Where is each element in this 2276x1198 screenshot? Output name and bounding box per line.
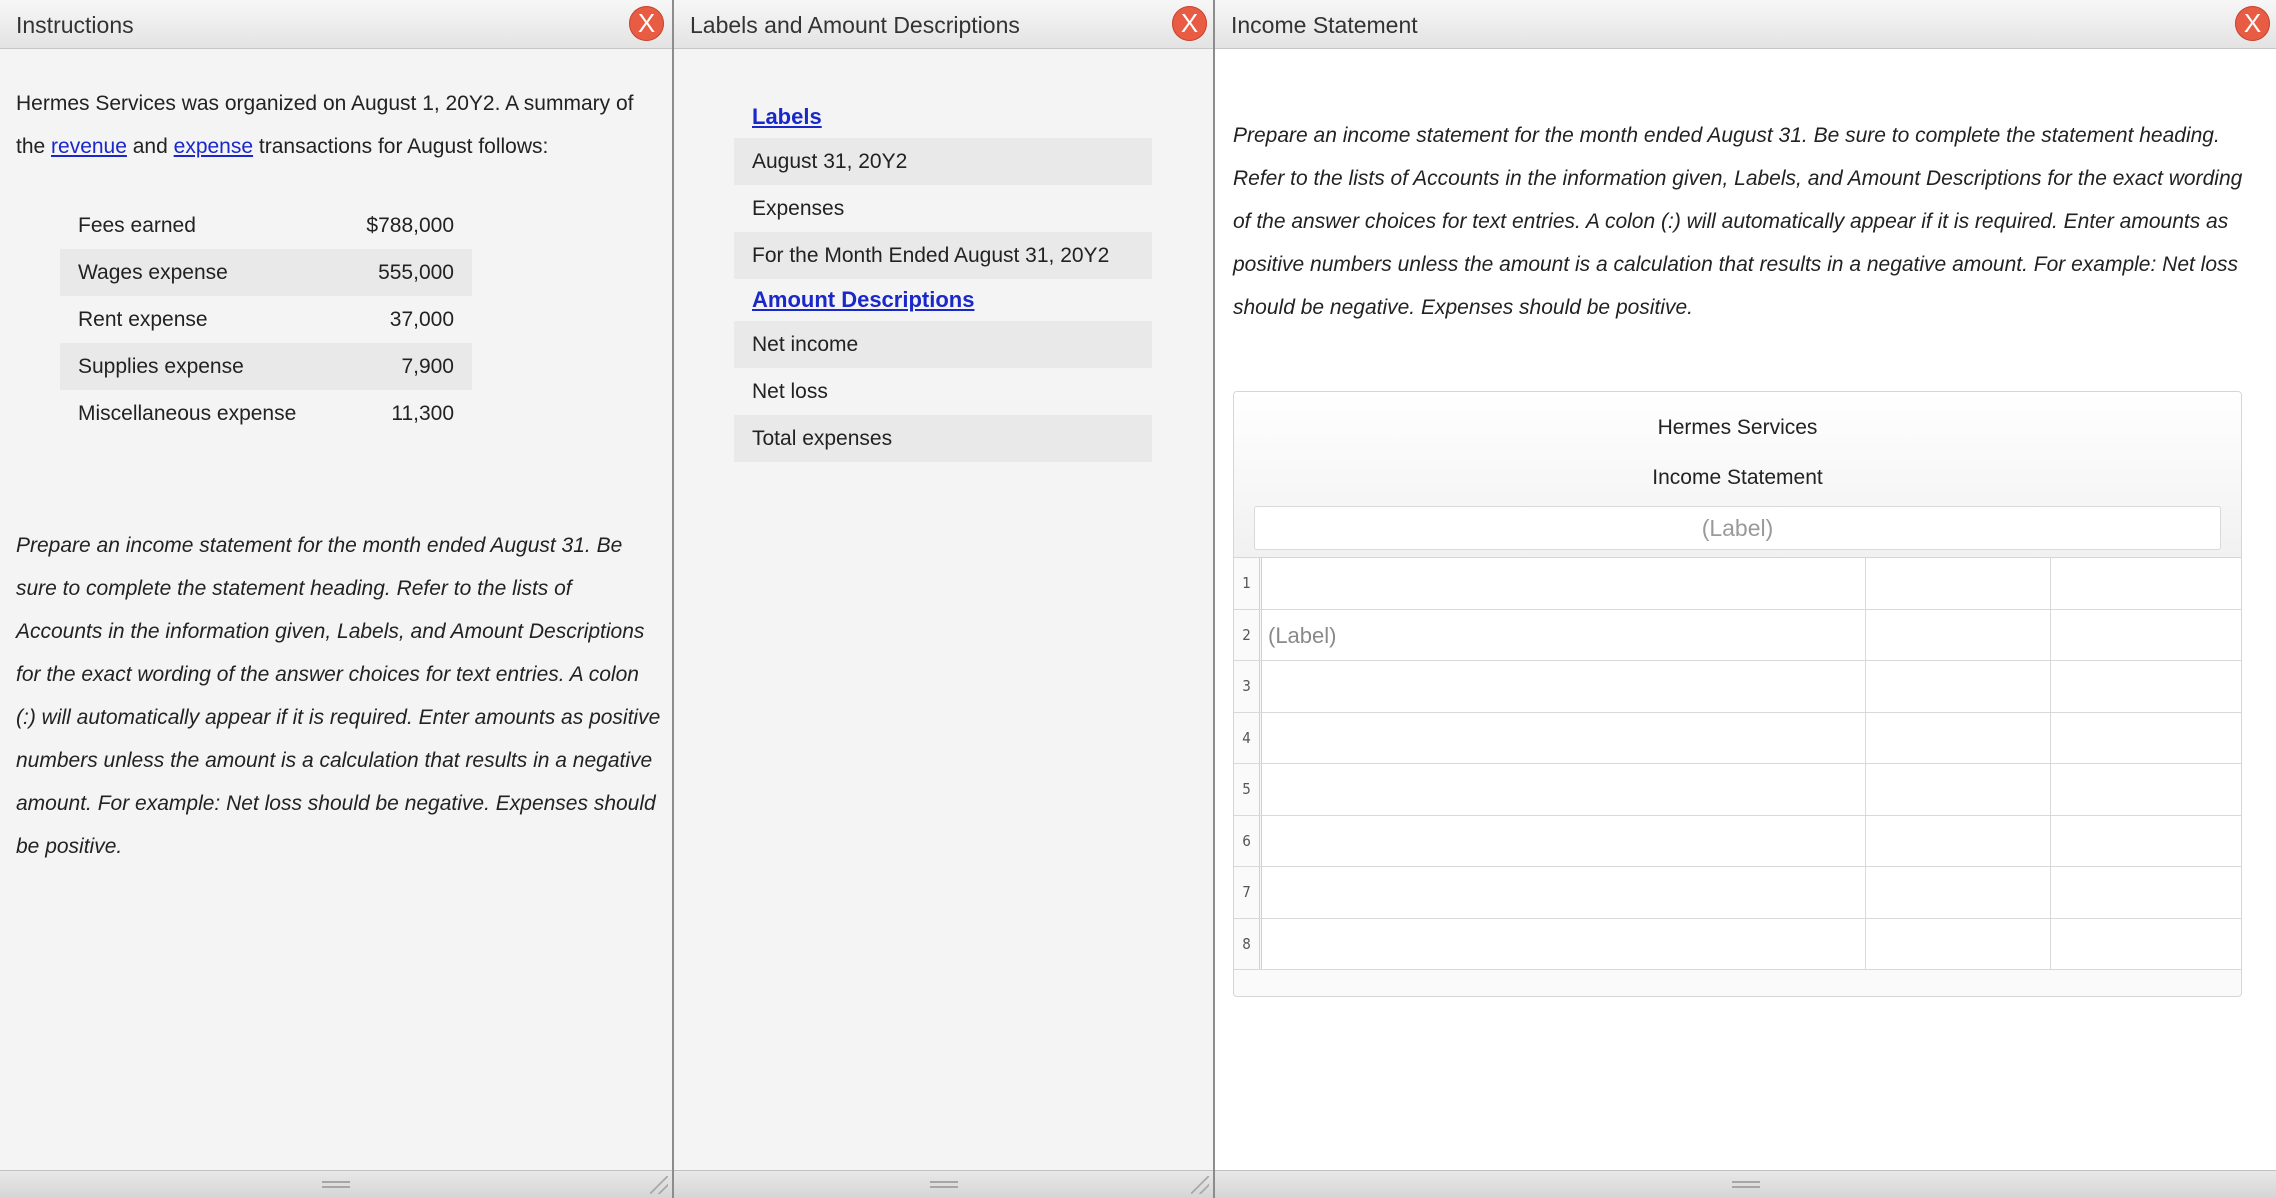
statement-row	[1234, 610, 2242, 662]
amount-descriptions-heading-link[interactable]: Amount Descriptions	[752, 287, 975, 312]
statement-row	[1234, 764, 2242, 816]
statement-footer	[1215, 1170, 2276, 1198]
instruction-text: Prepare an income statement for the month ended August 31. Be sure to complete the statement heading. Refer to the lists of Accounts in the information given, Labels, and Amount Descriptions for the exact wording of the answer choices for text entries. A colon (:) will automatically appear if it is required. Enter amounts as positive numbers unless the amount is a calculation that results in a negative amount. For example: Net loss should be negative. Expenses should be positive.	[16, 534, 661, 858]
transaction-row	[60, 296, 472, 343]
row-number: 6	[1234, 816, 1262, 867]
drag-grip-icon[interactable]	[930, 1181, 958, 1188]
statement-title: Income Statement	[1231, 12, 1418, 38]
amount-items	[734, 321, 1152, 462]
labels-list	[734, 96, 1152, 462]
instructions-panel	[0, 0, 674, 1198]
row-number: 7	[1234, 867, 1262, 918]
account-name: Supplies expense	[78, 354, 244, 378]
row-amount-cell-2[interactable]	[2051, 558, 2242, 609]
account-name: Fees earned	[78, 213, 196, 237]
drag-grip-icon[interactable]	[1732, 1181, 1760, 1188]
statement-header	[1234, 392, 2241, 558]
row-number: 3	[1234, 661, 1262, 712]
row-amount-cell-1[interactable]	[1866, 610, 2051, 661]
row-number: 8	[1234, 919, 1262, 970]
income-statement-panel	[1215, 0, 2276, 1198]
intro-and: and	[126, 135, 174, 158]
drag-grip-icon[interactable]	[322, 1181, 350, 1188]
expense-link[interactable]: expense	[173, 135, 254, 158]
account-amount: 7,900	[401, 354, 454, 378]
labels-close-button[interactable]: X	[1172, 6, 1207, 41]
labels-heading-link[interactable]: Labels	[752, 104, 822, 129]
statement-row	[1234, 816, 2242, 868]
row-amount-cell-1[interactable]	[1866, 816, 2051, 867]
transactions-table	[60, 202, 472, 437]
row-amount-cell-2[interactable]	[2051, 610, 2242, 661]
resize-handle-icon[interactable]	[650, 1176, 668, 1194]
row-number: 1	[1234, 558, 1262, 609]
row-amount-cell-2[interactable]	[2051, 816, 2242, 867]
labels-panel	[674, 0, 1215, 1198]
statement-instruction-text: Prepare an income statement for the month ended August 31. Be sure to complete the statement heading. Refer to the lists of Accounts in the information given, Labels, and Amount Descriptions for the exact wording of the answer choices for text entries. A colon (:) will automatically appear if it is required. Enter amounts as positive numbers unless the amount is a calculation that results in a negative amount. For example: Net loss should be negative. Expenses should be positive.	[1233, 124, 2243, 319]
row-amount-cell-2[interactable]	[2051, 919, 2242, 970]
account-amount: 11,300	[391, 401, 454, 425]
row-amount-cell-1[interactable]	[1866, 713, 2051, 764]
row-amount-cell-2[interactable]	[2051, 764, 2242, 815]
statement-row	[1234, 867, 2242, 919]
account-amount: 37,000	[389, 307, 454, 331]
statement-grid	[1234, 558, 2242, 970]
label-items	[734, 138, 1152, 279]
amount-description-option: Net income	[734, 321, 1152, 368]
transaction-row	[60, 343, 472, 390]
row-label-cell[interactable]	[1262, 764, 1866, 815]
intro-pre: Hermes Services was organized on August 1, 20Y2. A summary of the	[16, 92, 634, 158]
labels-titlebar[interactable]	[674, 0, 1213, 49]
row-label-cell[interactable]	[1262, 661, 1866, 712]
statement-close-button[interactable]: X	[2235, 6, 2270, 41]
label-option: Expenses	[752, 197, 845, 220]
row-label-cell[interactable]	[1262, 919, 1866, 970]
company-name: Hermes Services	[1657, 416, 1818, 439]
statement-row	[1234, 558, 2242, 610]
label-option: August 31, 20Y2	[734, 138, 1152, 185]
row-amount-cell-2[interactable]	[2051, 713, 2242, 764]
instructions-footer	[0, 1170, 672, 1198]
row-label-cell[interactable]	[1262, 867, 1866, 918]
labels-footer	[674, 1170, 1213, 1198]
account-amount: 555,000	[378, 260, 454, 284]
row-label-cell[interactable]	[1262, 713, 1866, 764]
instructions-titlebar[interactable]	[0, 0, 672, 49]
amount-description-option: Total expenses	[734, 415, 1152, 462]
intro-text	[16, 82, 656, 168]
row-amount-cell-1[interactable]	[1866, 661, 2051, 712]
amount-description-option: Net loss	[752, 380, 828, 403]
account-amount: $788,000	[366, 213, 454, 237]
instructions-close-button[interactable]: X	[629, 6, 664, 41]
row-amount-cell-1[interactable]	[1866, 558, 2051, 609]
revenue-link[interactable]: revenue	[51, 135, 127, 158]
row-amount-cell-1[interactable]	[1866, 867, 2051, 918]
row-amount-cell-2[interactable]	[2051, 661, 2242, 712]
label-option: For the Month Ended August 31, 20Y2	[734, 232, 1152, 279]
row-label-cell[interactable]	[1262, 816, 1866, 867]
transaction-row	[60, 202, 472, 249]
income-statement-form	[1233, 391, 2242, 997]
intro-post: transactions for August follows:	[253, 135, 549, 158]
statement-row	[1234, 713, 2242, 765]
row-number: 4	[1234, 713, 1262, 764]
transaction-row	[60, 249, 472, 296]
account-name: Miscellaneous expense	[78, 401, 297, 425]
row-label-cell[interactable]: (Label)	[1262, 610, 1866, 661]
row-label-cell[interactable]	[1262, 558, 1866, 609]
row-amount-cell-1[interactable]	[1866, 764, 2051, 815]
account-name: Rent expense	[78, 307, 208, 331]
labels-title: Labels and Amount Descriptions	[690, 12, 1020, 38]
statement-titlebar[interactable]	[1215, 0, 2276, 49]
resize-handle-icon[interactable]	[1191, 1176, 1209, 1194]
row-number: 5	[1234, 764, 1262, 815]
row-number: 2	[1234, 610, 1262, 661]
row-amount-cell-1[interactable]	[1866, 919, 2051, 970]
account-name: Wages expense	[78, 260, 228, 284]
row-amount-cell-2[interactable]	[2051, 867, 2242, 918]
transaction-row	[60, 390, 472, 437]
statement-row	[1234, 919, 2242, 971]
instructions-title: Instructions	[16, 12, 134, 38]
statement-name: Income Statement	[1652, 466, 1823, 489]
statement-row	[1234, 661, 2242, 713]
heading-label-dropdown[interactable]: (Label)	[1254, 506, 2221, 550]
